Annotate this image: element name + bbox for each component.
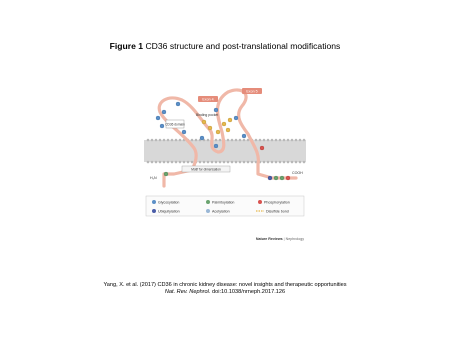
c-terminus-label: COOH (292, 171, 303, 175)
cd36-diagram (142, 82, 308, 248)
figure-title (0, 41, 450, 51)
exon-4-label: Exon 4 (202, 97, 214, 102)
citation-doi: doi:10.1038/nrneph.2017.126 (210, 289, 286, 295)
legend-ubiquitylation: Ubiquitylation (158, 209, 180, 214)
legend-glycosylation: Glycosylation (158, 200, 180, 205)
legend-disulfide: Disulfide bond (266, 209, 289, 214)
citation-line-2 (0, 289, 450, 297)
palmitoylation-swatch (206, 200, 210, 204)
phosphorylation-swatch (258, 200, 262, 204)
legend-phosphorylation: Phosphorylation (264, 200, 290, 205)
figure-number: Figure 1 (109, 41, 144, 51)
publisher-mark: Nature Reviews | Nephrology (255, 237, 304, 241)
binding-pocket-label: Binding pocket (196, 113, 219, 117)
acetylation-swatch (206, 209, 210, 213)
legend-palmitoylation: Palmitoylation (212, 200, 235, 205)
cd36-structure-svg (142, 82, 308, 248)
citation-line-1: Yang, X. et al. (2017) CD36 in chronic kidney disease: novel insights and therapeutic opportunities (103, 282, 347, 288)
figure-caption: CD36 structure and post-translational modifications (143, 41, 341, 51)
n-terminus-label: H₂N (150, 176, 157, 180)
exon-5-label: Exon 5 (246, 89, 258, 94)
glycosylation-swatch (152, 200, 156, 204)
legend-acetylation: Acetylation (212, 209, 230, 214)
ubiquitylation-sites (268, 176, 272, 180)
motif-label: Motif for dimerisation (191, 167, 221, 172)
publisher-name: Nature Reviews (255, 237, 283, 241)
journal-name: Nephrology (285, 237, 304, 241)
domain-label: CD36 domain (165, 122, 185, 127)
citation-journal: Nat. Rev. Nephrol. (164, 289, 211, 295)
ubiquitylation-swatch (152, 209, 156, 213)
